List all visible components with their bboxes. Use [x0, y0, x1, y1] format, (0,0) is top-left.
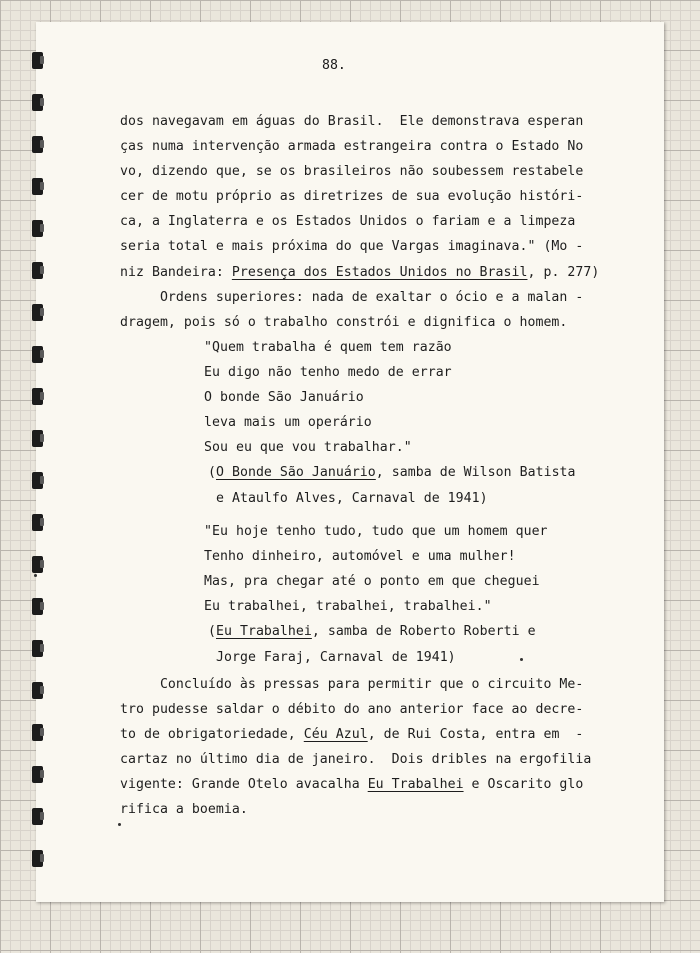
text-segment: Concluído às pressas para permitir que o circuito Me- — [120, 677, 584, 692]
text-line — [120, 677, 583, 693]
underlined-title: O Bonde São Januário — [216, 465, 376, 480]
binder-hole — [32, 346, 43, 363]
typewritten-page — [36, 22, 664, 902]
binder-hole — [32, 178, 43, 195]
binder-hole — [32, 766, 43, 783]
ink-speck — [34, 574, 37, 577]
text-line — [120, 315, 567, 331]
text-line — [120, 777, 583, 793]
text-line — [120, 702, 583, 718]
text-segment: "Quem trabalha é quem tem razão — [204, 340, 452, 355]
text-line — [204, 415, 372, 431]
ink-speck — [118, 823, 121, 826]
binder-hole — [32, 136, 43, 153]
ink-speck — [520, 658, 523, 661]
text-line — [120, 139, 583, 155]
text-line — [204, 599, 492, 615]
text-segment: Ordens superiores: nada de exaltar o ócio e a malan - — [120, 290, 584, 305]
text-segment: Tenho dinheiro, automóvel e uma mulher! — [204, 549, 516, 564]
binder-holes — [32, 22, 46, 902]
text-segment: niz Bandeira: — [120, 265, 232, 280]
text-segment: Jorge Faraj, Carnaval de 1941) — [208, 650, 456, 665]
text-segment: Eu digo não tenho medo de errar — [204, 365, 452, 380]
underlined-title: Eu Trabalhei — [367, 777, 464, 792]
text-segment: e Oscarito glo — [463, 777, 584, 792]
text-segment: cartaz no último dia de janeiro. Dois dribles na ergofilia — [120, 752, 592, 767]
binder-hole — [32, 262, 43, 279]
text-segment: leva mais um operário — [204, 415, 372, 430]
text-line — [204, 524, 548, 540]
text-line — [208, 624, 536, 640]
underlined-title: Céu Azul — [303, 727, 368, 742]
text-line — [204, 440, 412, 456]
text-segment: , samba de Wilson Batista — [375, 465, 576, 480]
text-line — [120, 164, 583, 180]
text-line — [120, 727, 583, 743]
text-segment: O bonde São Januário — [204, 390, 364, 405]
underlined-title: Eu Trabalhei — [216, 624, 312, 639]
binder-hole — [32, 472, 43, 489]
binder-hole — [32, 52, 43, 69]
text-segment: dos navegavam em águas do Brasil. Ele demonstrava esperan — [120, 114, 584, 129]
text-segment: Sou eu que vou trabalhar." — [204, 440, 412, 455]
text-line — [120, 214, 575, 230]
binder-hole — [32, 640, 43, 657]
text-line — [208, 465, 576, 481]
binder-hole — [32, 304, 43, 321]
text-line — [120, 265, 599, 281]
text-segment: , samba de Roberto Roberti e — [311, 624, 536, 639]
text-line — [204, 390, 364, 406]
text-segment: ca, a Inglaterra e os Estados Unidos o fariam e a limpeza — [120, 214, 576, 229]
binder-hole — [32, 682, 43, 699]
text-segment: "Eu hoje tenho tudo, tudo que um homem quer — [204, 524, 548, 539]
text-line — [120, 189, 583, 205]
text-line — [120, 290, 583, 306]
text-line — [204, 574, 540, 590]
page-number: 88. — [322, 58, 346, 73]
text-segment: rifica a boemia. — [120, 802, 248, 817]
text-line — [120, 114, 583, 130]
binder-hole — [32, 514, 43, 531]
text-line — [204, 365, 452, 381]
text-segment: vo, dizendo que, se os brasileiros não soubessem restabele — [120, 164, 584, 179]
underlined-title: Presença dos Estados Unidos no Brasil — [231, 265, 528, 280]
binder-hole — [32, 808, 43, 825]
text-segment: , de Rui Costa, entra em - — [367, 727, 584, 742]
text-line — [204, 340, 452, 356]
text-line — [208, 491, 488, 507]
text-line — [204, 549, 516, 565]
binder-hole — [32, 850, 43, 867]
binder-hole — [32, 220, 43, 237]
binder-hole — [32, 556, 43, 573]
text-line — [120, 239, 583, 255]
text-line — [208, 650, 456, 666]
text-segment: seria total e mais próxima do que Vargas imaginava." (Mo - — [120, 239, 584, 254]
binder-hole — [32, 724, 43, 741]
binder-hole — [32, 430, 43, 447]
binder-hole — [32, 388, 43, 405]
binder-hole — [32, 598, 43, 615]
text-segment: , p. 277) — [527, 265, 600, 280]
text-segment: Eu trabalhei, trabalhei, trabalhei." — [204, 599, 492, 614]
text-segment: ( — [208, 465, 216, 480]
text-segment: ( — [208, 624, 216, 639]
binder-hole — [32, 94, 43, 111]
text-line — [120, 752, 591, 768]
text-segment: to de obrigatoriedade, — [120, 727, 304, 742]
text-segment: Mas, pra chegar até o ponto em que cheguei — [204, 574, 540, 589]
text-segment: cer de motu próprio as diretrizes de sua evolução históri- — [120, 189, 584, 204]
text-segment: dragem, pois só o trabalho constrói e dignifica o homem. — [120, 315, 568, 330]
text-segment: tro pudesse saldar o débito do ano anterior face ao decre- — [120, 702, 584, 717]
text-segment: ças numa intervenção armada estrangeira contra o Estado No — [120, 139, 584, 154]
text-segment: vigente: Grande Otelo avacalha — [120, 777, 368, 792]
text-segment: e Ataulfo Alves, Carnaval de 1941) — [208, 491, 488, 506]
text-line — [120, 802, 248, 818]
